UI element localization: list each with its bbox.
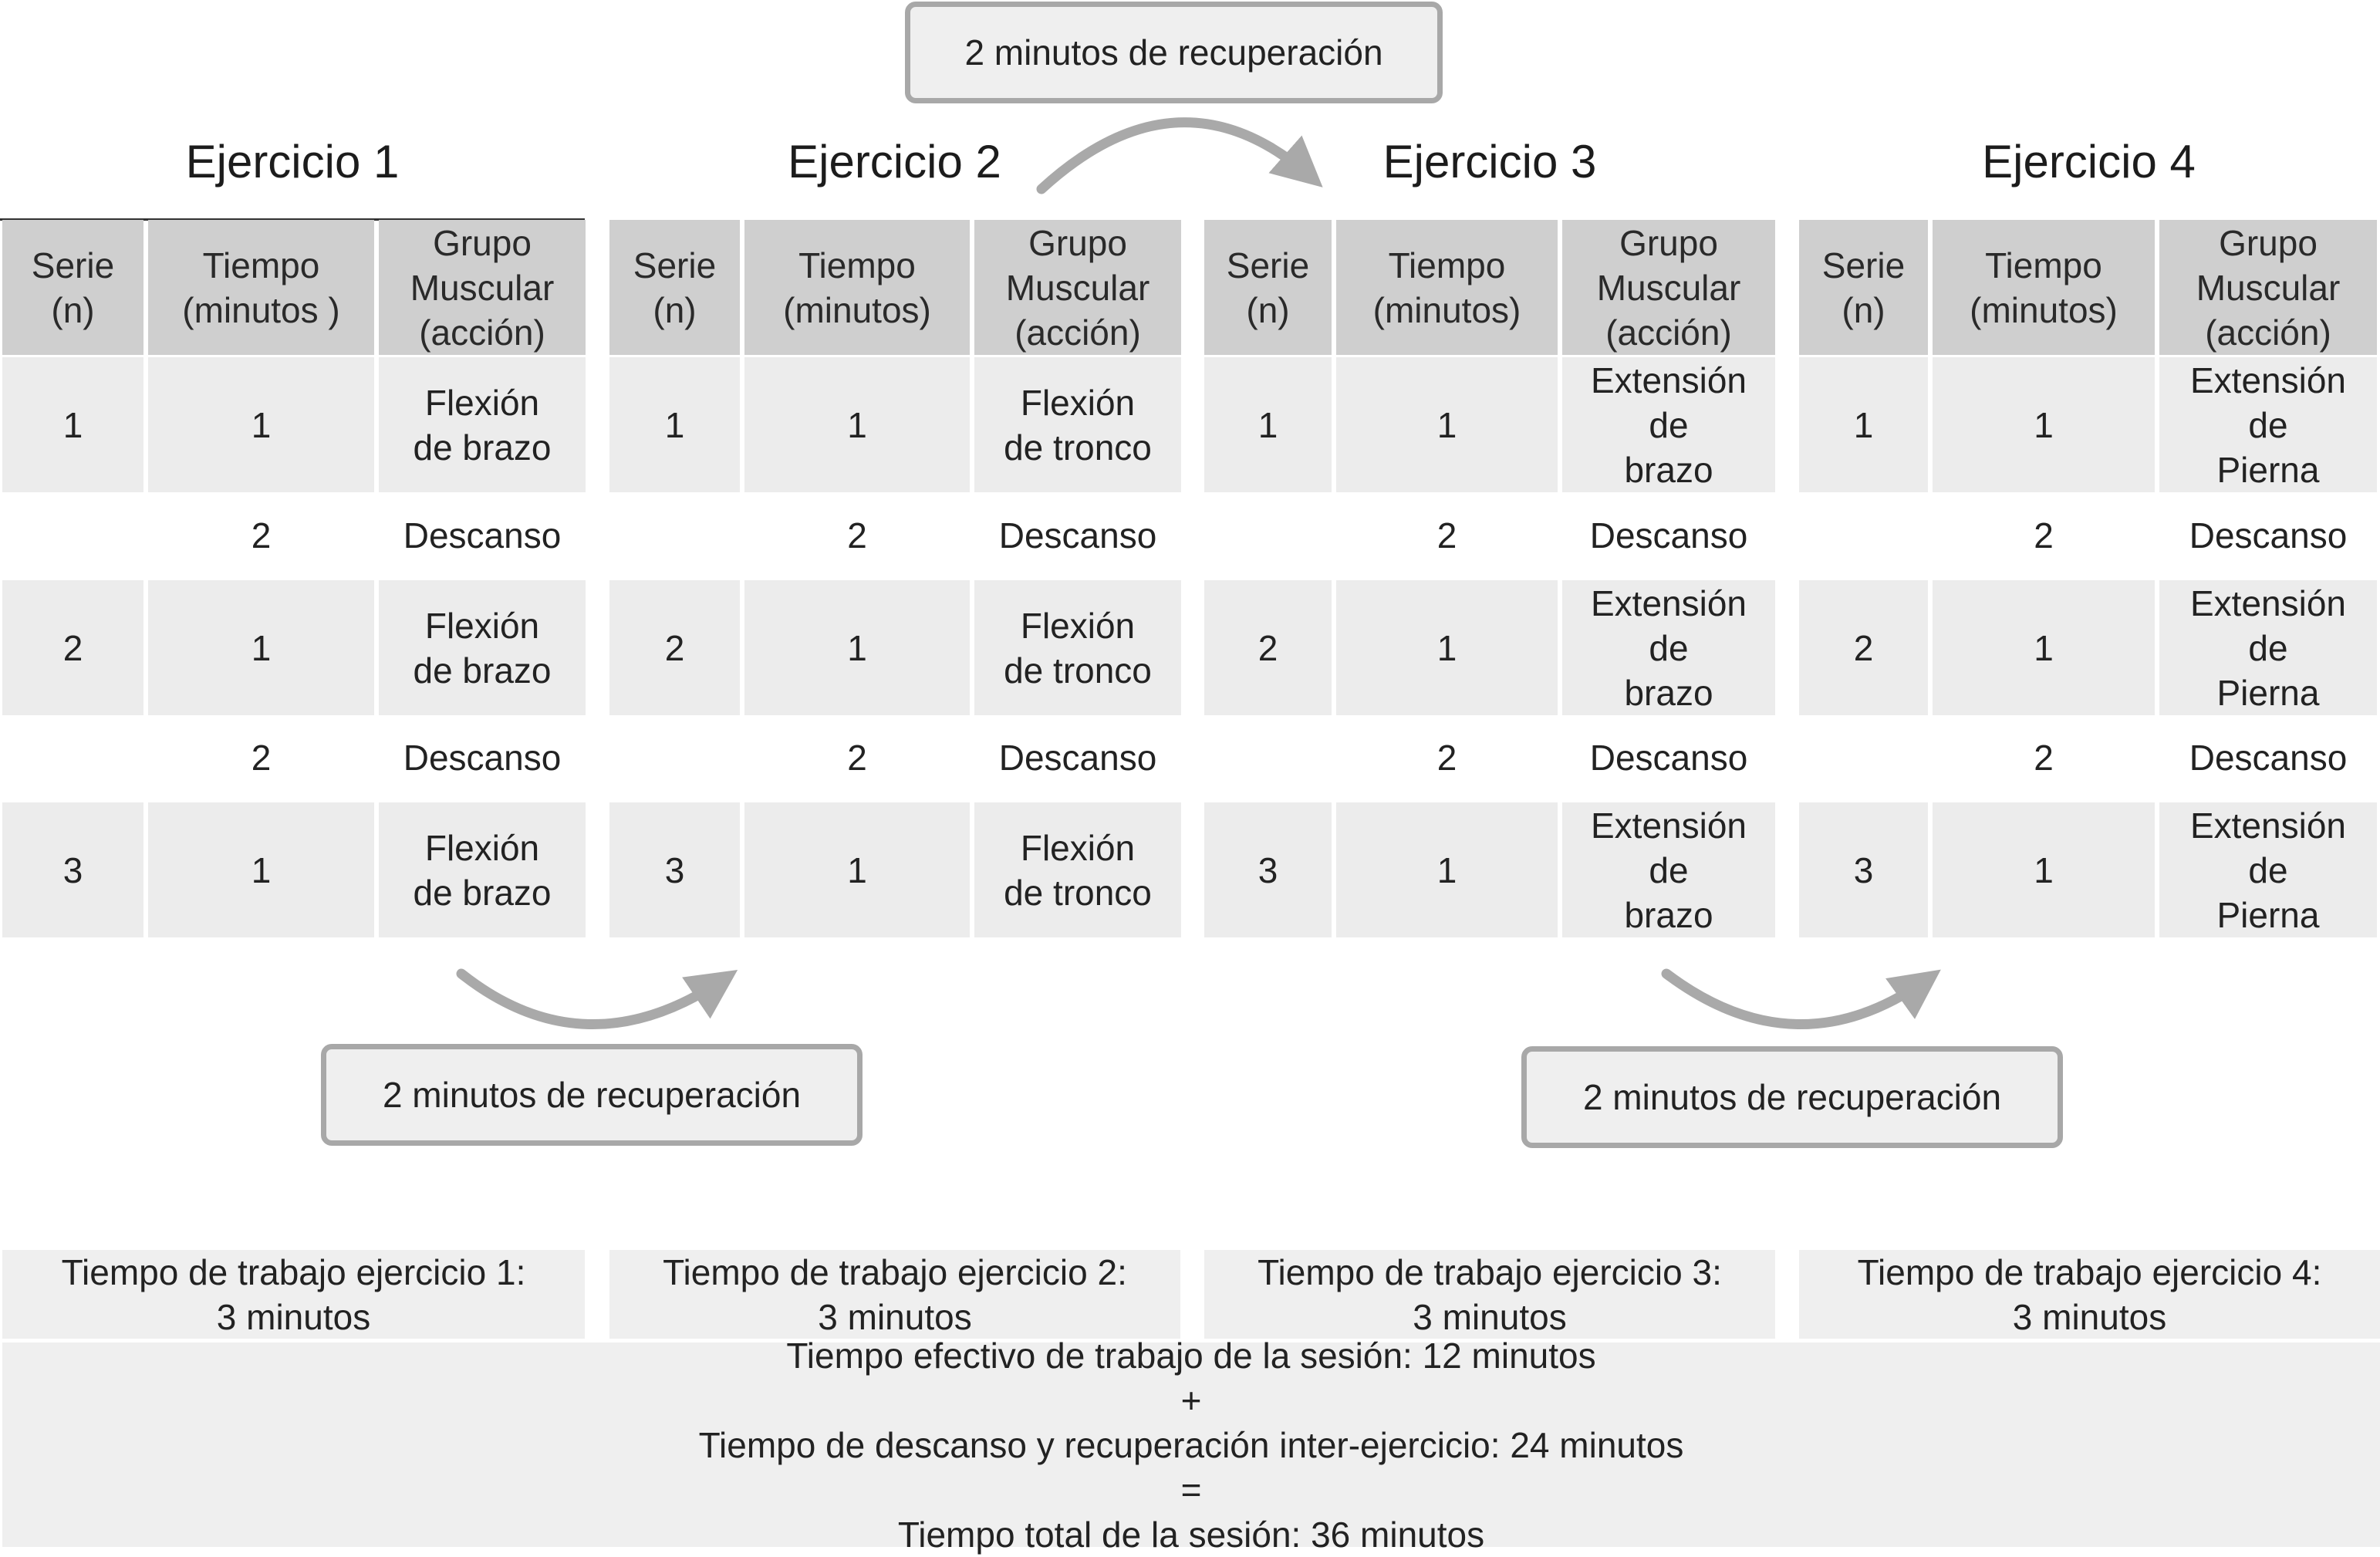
exercise-2-header-tiempo: Tiempo (minutos): [744, 220, 970, 355]
exercise-2-row-1-tiempo: 1: [744, 357, 970, 492]
summary-rest: Tiempo de descanso y recuperación inter-ejercicio: 24 minutos: [698, 1424, 1684, 1465]
exercise-1-row-5-serie: 3: [2, 802, 143, 937]
exercise-1-row-1-serie: 1: [2, 357, 143, 492]
recovery-callout-top: 2 minutos de recuperación: [905, 2, 1443, 103]
summary-effective: Tiempo efectivo de trabajo de la sesión: 12 minutos: [786, 1335, 1596, 1376]
exercise-4-row-5-grupo: Extensión de Pierna: [2159, 802, 2377, 937]
exercise-4-row-3-serie: 2: [1799, 580, 1928, 715]
exercise-4-row-3-tiempo: 1: [1933, 580, 2155, 715]
exercise-2-row-4-tiempo: 2: [847, 738, 867, 778]
exercise-2-row-2-tiempo: 2: [847, 515, 867, 556]
exercise-1-row-1-grupo: Flexión de brazo: [379, 357, 586, 492]
exercise-3-row-3-serie: 2: [1204, 580, 1332, 715]
exercise-4-row-5-serie: 3: [1799, 802, 1928, 937]
exercise-1-header-grupo: Grupo Muscular (acción): [379, 220, 586, 355]
exercise-1-row-4-tiempo: 2: [251, 738, 272, 778]
exercise-3-header-grupo: Grupo Muscular (acción): [1562, 220, 1775, 355]
exercise-1-row-3-grupo: Flexión de brazo: [379, 580, 586, 715]
exercise-2-row-3-grupo: Flexión de tronco: [974, 580, 1181, 715]
exercise-3-row-5-grupo: Extensión de brazo: [1562, 802, 1775, 937]
recovery-arrow-left: [461, 974, 725, 1025]
exercise-4-row-3-grupo: Extensión de Pierna: [2159, 580, 2377, 715]
exercise-4-header-tiempo: Tiempo (minutos): [1933, 220, 2155, 355]
session-summary: [2, 1335, 2380, 1555]
exercise-3-row-2-serie: [1204, 494, 1332, 577]
exercise-1-row-4-grupo: Descanso: [403, 738, 562, 778]
exercise-1-row-3-tiempo: 1: [148, 580, 374, 715]
exercise-4-row-1-tiempo: 1: [1933, 357, 2155, 492]
exercise-1-header-tiempo: Tiempo (minutos ): [148, 220, 374, 355]
exercise-3-row-4-serie: [1204, 716, 1332, 799]
work-time-exercise-1: Tiempo de trabajo ejercicio 1: 3 minutos: [2, 1250, 585, 1339]
exercise-1-row-1-tiempo: 1: [148, 357, 374, 492]
exercise-1-row-2-tiempo: 2: [251, 515, 272, 556]
exercise-4-row-4-grupo: Descanso: [2189, 738, 2348, 778]
exercise-3-title: Ejercicio 3: [1382, 136, 1597, 187]
exercise-3-row-4-tiempo: 2: [1436, 738, 1457, 778]
exercise-3-header-tiempo: Tiempo (minutos): [1336, 220, 1558, 355]
exercise-2-header-grupo: Grupo Muscular (acción): [974, 220, 1181, 355]
summary-equals: =: [1180, 1469, 1202, 1510]
exercise-4-row-4-tiempo: 2: [2034, 738, 2054, 778]
exercise-3-row-1-tiempo: 1: [1336, 357, 1558, 492]
exercise-2-row-3-tiempo: 1: [744, 580, 970, 715]
recovery-callout-left: 2 minutos de recuperación: [321, 1044, 863, 1146]
exercise-2-row-5-tiempo: 1: [744, 802, 970, 937]
exercise-4-title: Ejercicio 4: [1982, 136, 2196, 187]
exercise-4-row-2-serie: [1799, 494, 1928, 577]
exercise-4-header-grupo: Grupo Muscular (acción): [2159, 220, 2377, 355]
exercise-2-row-2-grupo: Descanso: [998, 515, 1157, 556]
exercise-1-row-2-serie: [2, 494, 143, 577]
exercise-1-row-5-tiempo: 1: [148, 802, 374, 937]
exercise-3-row-1-serie: 1: [1204, 357, 1332, 492]
work-time-exercise-4: Tiempo de trabajo ejercicio 4: 3 minutos: [1799, 1250, 2380, 1339]
exercise-3-row-2-grupo: Descanso: [1589, 515, 1748, 556]
exercise-4-row-2-grupo: Descanso: [2189, 515, 2348, 556]
exercise-4-row-1-grupo: Extensión de Pierna: [2159, 357, 2377, 492]
work-time-exercise-2: Tiempo de trabajo ejercicio 2: 3 minutos: [609, 1250, 1180, 1339]
exercise-3-header-serie: Serie (n): [1204, 220, 1332, 355]
exercise-2-row-5-grupo: Flexión de tronco: [974, 802, 1181, 937]
exercise-3-row-5-serie: 3: [1204, 802, 1332, 937]
exercise-1-row-2-grupo: Descanso: [403, 515, 562, 556]
exercise-3-row-1-grupo: Extensión de brazo: [1562, 357, 1775, 492]
exercise-3-row-3-tiempo: 1: [1336, 580, 1558, 715]
exercise-1-row-4-serie: [2, 716, 143, 799]
exercise-2-row-4-grupo: Descanso: [998, 738, 1157, 778]
recovery-arrow-right: [1666, 974, 1929, 1025]
exercise-2-title: Ejercicio 2: [788, 136, 1001, 187]
exercise-1-title: Ejercicio 1: [185, 136, 400, 187]
exercise-4-header-serie: Serie (n): [1799, 220, 1928, 355]
exercise-2-header-serie: Serie (n): [609, 220, 740, 355]
exercise-2-row-1-serie: 1: [609, 357, 740, 492]
exercise-4-row-1-serie: 1: [1799, 357, 1928, 492]
work-time-exercise-3: Tiempo de trabajo ejercicio 3: 3 minutos: [1204, 1250, 1775, 1339]
summary-total: Tiempo total de la sesión: 36 minutos: [897, 1514, 1485, 1555]
exercise-3-row-3-grupo: Extensión de brazo: [1562, 580, 1775, 715]
exercise-4-row-2-tiempo: 2: [2034, 515, 2054, 556]
exercise-3-row-5-tiempo: 1: [1336, 802, 1558, 937]
summary-plus: +: [1180, 1380, 1202, 1420]
exercise-2-row-1-grupo: Flexión de tronco: [974, 357, 1181, 492]
exercise-4-row-5-tiempo: 1: [1933, 802, 2155, 937]
exercise-3-row-4-grupo: Descanso: [1589, 738, 1748, 778]
exercise-1-row-3-serie: 2: [2, 580, 143, 715]
exercise-2-row-3-serie: 2: [609, 580, 740, 715]
exercise-1-header-serie: Serie (n): [2, 220, 143, 355]
exercise-1-row-5-grupo: Flexión de brazo: [379, 802, 586, 937]
exercise-4-row-4-serie: [1799, 716, 1928, 799]
exercise-2-row-2-serie: [609, 494, 740, 577]
recovery-callout-right: 2 minutos de recuperación: [1521, 1046, 2063, 1148]
exercise-3-row-2-tiempo: 2: [1436, 515, 1457, 556]
exercise-2-row-5-serie: 3: [609, 802, 740, 937]
exercise-2-row-4-serie: [609, 716, 740, 799]
